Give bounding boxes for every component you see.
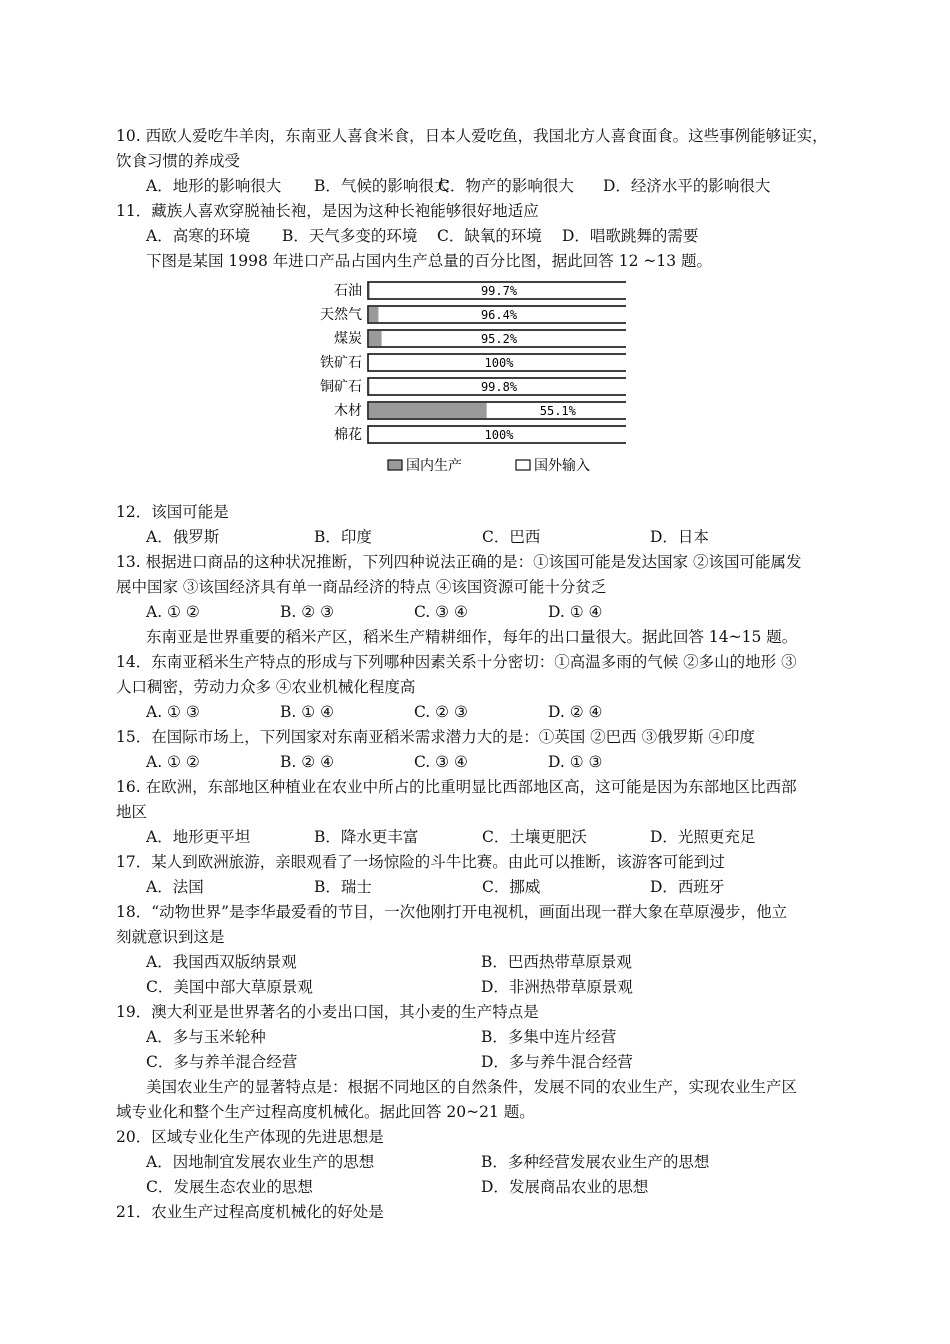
q10-option-b[interactable]: B．气候的影响很大 [314,177,450,195]
q18-option-d[interactable]: D．非洲热带草原景观 [481,978,633,996]
legend-label-import: 国外输入 [534,458,590,474]
bar-domestic-0 [369,283,370,298]
intro-20-21-line2: 域专业化和整个生产过程高度机械化。据此回答 20~21 题。 [116,1103,535,1121]
q16-option-a[interactable]: A．地形更平坦 [146,828,251,846]
chart-svg [306,276,626,496]
category-label-5: 木材 [334,403,362,419]
q18-option-a[interactable]: A．我国西双版纳景观 [146,953,297,971]
q18-option-c[interactable]: C．美国中部大草原景观 [146,978,313,996]
q12-option-d[interactable]: D．日本 [650,528,709,546]
bar-domestic-1 [369,307,378,322]
q17-stem: 17．某人到欧洲旅游，亲眼观看了一场惊险的斗牛比赛。由此可以推断，该游客可能到过 [116,853,725,871]
q20-options-row2 [116,1175,856,1200]
import-percentage-chart [116,276,856,500]
q11-stem: 11．藏族人喜欢穿脱袖长袍，是因为这种长袍能够很好地适应 [116,202,539,220]
q14-option-b[interactable]: B. ① ④ [280,703,334,721]
q20-stem: 20．区域专业化生产体现的先进思想是 [116,1128,384,1146]
q12-option-b[interactable]: B．印度 [314,528,372,546]
q16-stem-line1: 16. 在欧洲，东部地区种植业在农业中所占的比重明显比西部地区高，这可能是因为东部地区比西部 [116,778,797,796]
q14-options [116,700,856,725]
q16-options [116,825,856,850]
bar-domestic-4 [369,379,370,394]
q20-option-a[interactable]: A．因地制宜发展农业生产的思想 [146,1153,375,1171]
bar-domestic-5 [369,403,487,418]
exam-page [116,124,856,1225]
q20-option-c[interactable]: C．发展生态农业的思想 [146,1178,313,1196]
q13-stem-line2: 展中国家 ③该国经济具有单一商品经济的特点 ④该国资源可能十分贫乏 [116,578,607,596]
q14-stem-line1: 14．东南亚稻米生产特点的形成与下列哪种因素关系十分密切：①高温多雨的气候 ②多山的地形 ③ [116,653,797,671]
category-label-2: 煤炭 [334,331,362,347]
q19-options-row1 [116,1025,856,1050]
q17-option-a[interactable]: A．法国 [146,878,204,896]
q10-option-d[interactable]: D．经济水平的影响很大 [603,177,771,195]
category-label-0: 石油 [334,283,362,299]
category-label-3: 铁矿石 [320,355,362,371]
q15-stem: 15．在国际市场上，下列国家对东南亚稻米需求潜力大的是：①英国 ②巴西 ③俄罗斯 ④印度 [116,728,756,746]
category-label-4: 铜矿石 [320,379,362,395]
q15-option-a[interactable]: A. ① ② [146,753,200,771]
q16-stem-line2: 地区 [116,803,148,821]
intro-14-15: 东南亚是世界重要的稻米产区，稻米生产精耕细作，每年的出口量很大。据此回答 14~15 题。 [146,628,798,646]
q11-option-c[interactable]: C．缺氧的环境 [437,227,542,245]
bar-domestic-2 [369,331,382,346]
q17-option-d[interactable]: D．西班牙 [650,878,725,896]
value-label-5: 55.1% [539,404,576,418]
q20-option-b[interactable]: B．多种经营发展农业生产的思想 [481,1153,710,1171]
q12-options [116,525,856,550]
q18-options-row2 [116,975,856,1000]
q17-option-c[interactable]: C．挪威 [482,878,541,896]
q13-option-a[interactable]: A. ① ② [146,603,200,621]
q16-option-c[interactable]: C．土壤更肥沃 [482,828,587,846]
value-label-3: 100% [484,356,514,370]
q17-options [116,875,856,900]
legend-label-domestic: 国内生产 [406,458,462,474]
q12-stem: 12．该国可能是 [116,503,229,521]
q10-options [116,174,856,199]
q19-option-d[interactable]: D．多与养牛混合经营 [481,1053,633,1071]
q11-options [116,224,856,249]
q11-option-a[interactable]: A．高寒的环境 [146,227,251,245]
q12-option-a[interactable]: A．俄罗斯 [146,528,220,546]
q15-option-b[interactable]: B. ② ④ [280,753,334,771]
value-label-1: 96.4% [480,308,518,322]
q16-option-d[interactable]: D．光照更充足 [650,828,756,846]
q13-option-d[interactable]: D. ① ④ [548,603,603,621]
value-label-6: 100% [484,428,514,442]
q18-option-b[interactable]: B．巴西热带草原景观 [481,953,632,971]
q20-option-d[interactable]: D．发展商品农业的思想 [481,1178,649,1196]
q15-option-d[interactable]: D. ① ③ [548,753,603,771]
q11-option-d[interactable]: D．唱歌跳舞的需要 [562,227,699,245]
category-label-1: 天然气 [320,307,362,323]
value-label-2: 95.2% [480,332,518,346]
q10-option-c[interactable]: C．物产的影响很大 [438,177,574,195]
q19-stem: 19．澳大利亚是世界著名的小麦出口国，其小麦的生产特点是 [116,1003,539,1021]
q19-option-b[interactable]: B．多集中连片经营 [481,1028,617,1046]
q10-option-a[interactable]: A．地形的影响很大 [146,177,282,195]
intro-12-13: 下图是某国 1998 年进口产品占国内生产总量的百分比图，据此回答 12 ~13 题。 [146,252,713,270]
q17-option-b[interactable]: B．瑞士 [314,878,372,896]
q11-option-b[interactable]: B．天气多变的环境 [282,227,418,245]
q14-option-d[interactable]: D. ② ④ [548,703,603,721]
q13-stem-line1: 13. 根据进口商品的这种状况推断，下列四种说法正确的是：①该国可能是发达国家 ②该国可能属发 [116,553,802,571]
q15-options [116,750,856,775]
q13-option-b[interactable]: B. ② ③ [280,603,334,621]
q16-option-b[interactable]: B．降水更丰富 [314,828,419,846]
intro-20-21-line1: 美国农业生产的显著特点是：根据不同地区的自然条件，发展不同的农业生产，实现农业生产区 [146,1078,798,1096]
q13-options [116,600,856,625]
q10-stem-line1: 10. 西欧人爱吃牛羊肉，东南亚人喜食米食，日本人爱吃鱼，我国北方人喜食面食。这些事例能够证实， [116,127,828,145]
q19-option-c[interactable]: C．多与养羊混合经营 [146,1053,298,1071]
q14-option-a[interactable]: A. ① ③ [146,703,200,721]
q20-options-row1 [116,1150,856,1175]
q21-stem: 21．农业生产过程高度机械化的好处是 [116,1203,384,1221]
value-label-0: 99.7% [480,284,518,298]
q10-stem-line2: 饮食习惯的养成受 [116,152,241,170]
q14-option-c[interactable]: C. ② ③ [414,703,468,721]
q12-option-c[interactable]: C．巴西 [482,528,541,546]
q19-options-row2 [116,1050,856,1075]
q18-options-row1 [116,950,856,975]
legend-swatch-import [516,460,530,470]
legend-swatch-domestic [388,460,402,470]
q18-stem-line2: 刻就意识到这是 [116,928,225,946]
q19-option-a[interactable]: A．多与玉米轮种 [146,1028,266,1046]
q13-option-c[interactable]: C. ③ ④ [414,603,468,621]
value-label-4: 99.8% [480,380,518,394]
category-label-6: 棉花 [334,427,362,443]
q14-stem-line2: 人口稠密，劳动力众多 ④农业机械化程度高 [116,678,416,696]
q18-stem-line1: 18．“动物世界”是李华最爱看的节目，一次他刚打开电视机，画面出现一群大象在草原漫步，他立 [116,903,788,921]
q15-option-c[interactable]: C. ③ ④ [414,753,468,771]
